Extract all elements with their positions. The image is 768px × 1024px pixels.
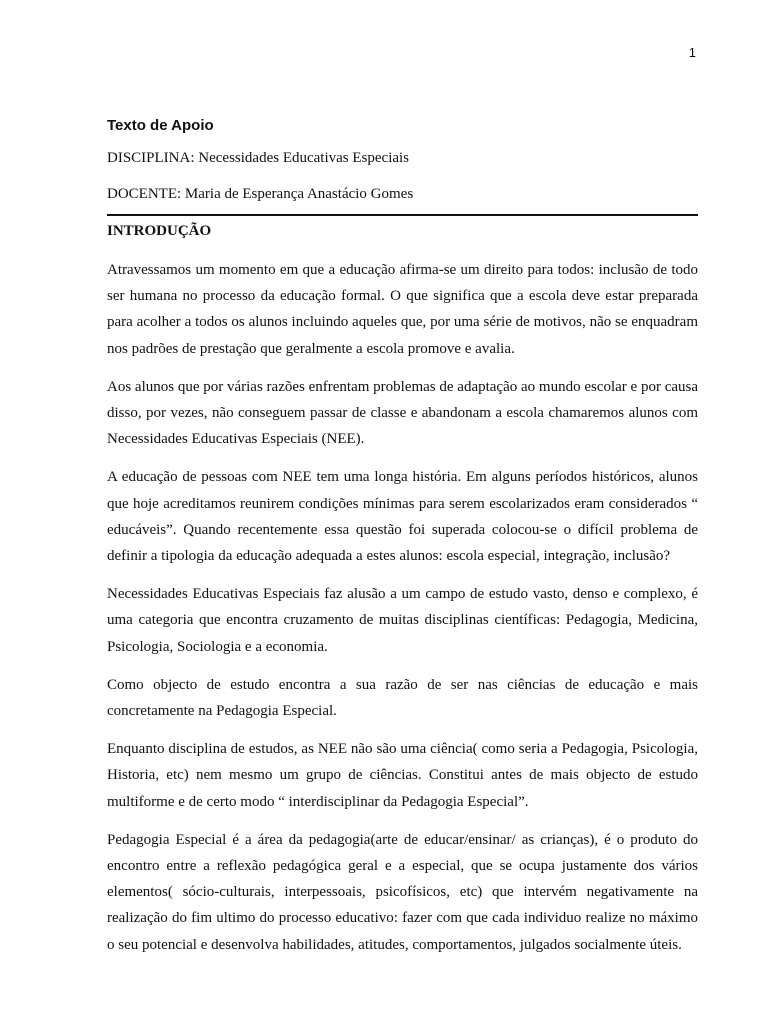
paragraph-7: Pedagogia Especial é a área da pedagogia(arte de educar/ensinar/ as crianças), é o produto do encontro entre a reflexão pedagógica geral e a especial, que se ocupa justamente dos vários elementos( sócio-culturais, interpessoais, psicofísicos, etc) que intervém negativamente na realização do fim ultimo do processo educativo: fazer com que cada individuo realize no máximo o seu potencial e desenvolva habilidades, atitudes, comportamentos, julgados socialmente úteis. [107, 831, 698, 953]
page-number: 1 [688, 45, 696, 60]
discipline-line [107, 150, 409, 167]
paragraph-3: A educação de pessoas com NEE tem uma longa história. Em alguns períodos históricos, alunos que hoje acreditamos reunirem condições mínimas para serem escolarizados eram considerados “ educáveis”. Quando recentemente essa questão foi superada colocou-se o difícil problema de definir a tipologia da educação adequada a estes alunos: escola especial, integração, inclusão? [107, 469, 698, 565]
paragraph-1: Atravessamos um momento em que a educação afirma-se um direito para todos: inclusão de todo ser humana no processo da educação formal. O que significa que a escola deve estar preparada para acolher a todos os alunos incluindo aqueles que, por uma série de motivos, não se enquadram nos padrões de prestação que geralmente a escola promove e avalia. [107, 262, 698, 357]
paragraph-6: Enquanto disciplina de estudos, as NEE não são uma ciência( como seria a Pedagogia, Psicologia, Historia, etc) nem mesmo um grupo de ciências. Constitui antes de mais objecto de estudo multiforme e de certo modo “ interdisciplinar da Pedagogia Especial”. [107, 741, 698, 810]
paragraph-5: Como objecto de estudo encontra a sua razão de ser nas ciências de educação e mais concretamente na Pedagogia Especial. [107, 676, 698, 720]
teacher-label: DOCENTE: [107, 186, 182, 202]
section-heading: INTRODUÇÃO [107, 223, 212, 239]
header-divider [107, 214, 698, 216]
teacher-line [107, 186, 413, 203]
paragraph-2: Aos alunos que por várias razões enfrentam problemas de adaptação ao mundo escolar e por causa disso, por vezes, não conseguem passar de classe e abandonam a escola chamaremos alunos com Necessidades Educativas Especiais (NEE). [107, 378, 699, 448]
discipline-value: Necessidades Educativas Especiais [198, 150, 410, 166]
discipline-label: DISCIPLINA: [107, 150, 195, 166]
document-body [107, 257, 698, 970]
paragraph-4: Necessidades Educativas Especiais faz alusão a um campo de estudo vasto, denso e complexo, é uma categoria que encontra cruzamento de muitas disciplinas científicas: Pedagogia, Medicina, Psicologia, Sociologia e a economia. [107, 586, 698, 655]
document-title: Texto de Apoio [107, 117, 214, 134]
teacher-value: Maria de Esperança Anastácio Gomes [184, 186, 414, 202]
